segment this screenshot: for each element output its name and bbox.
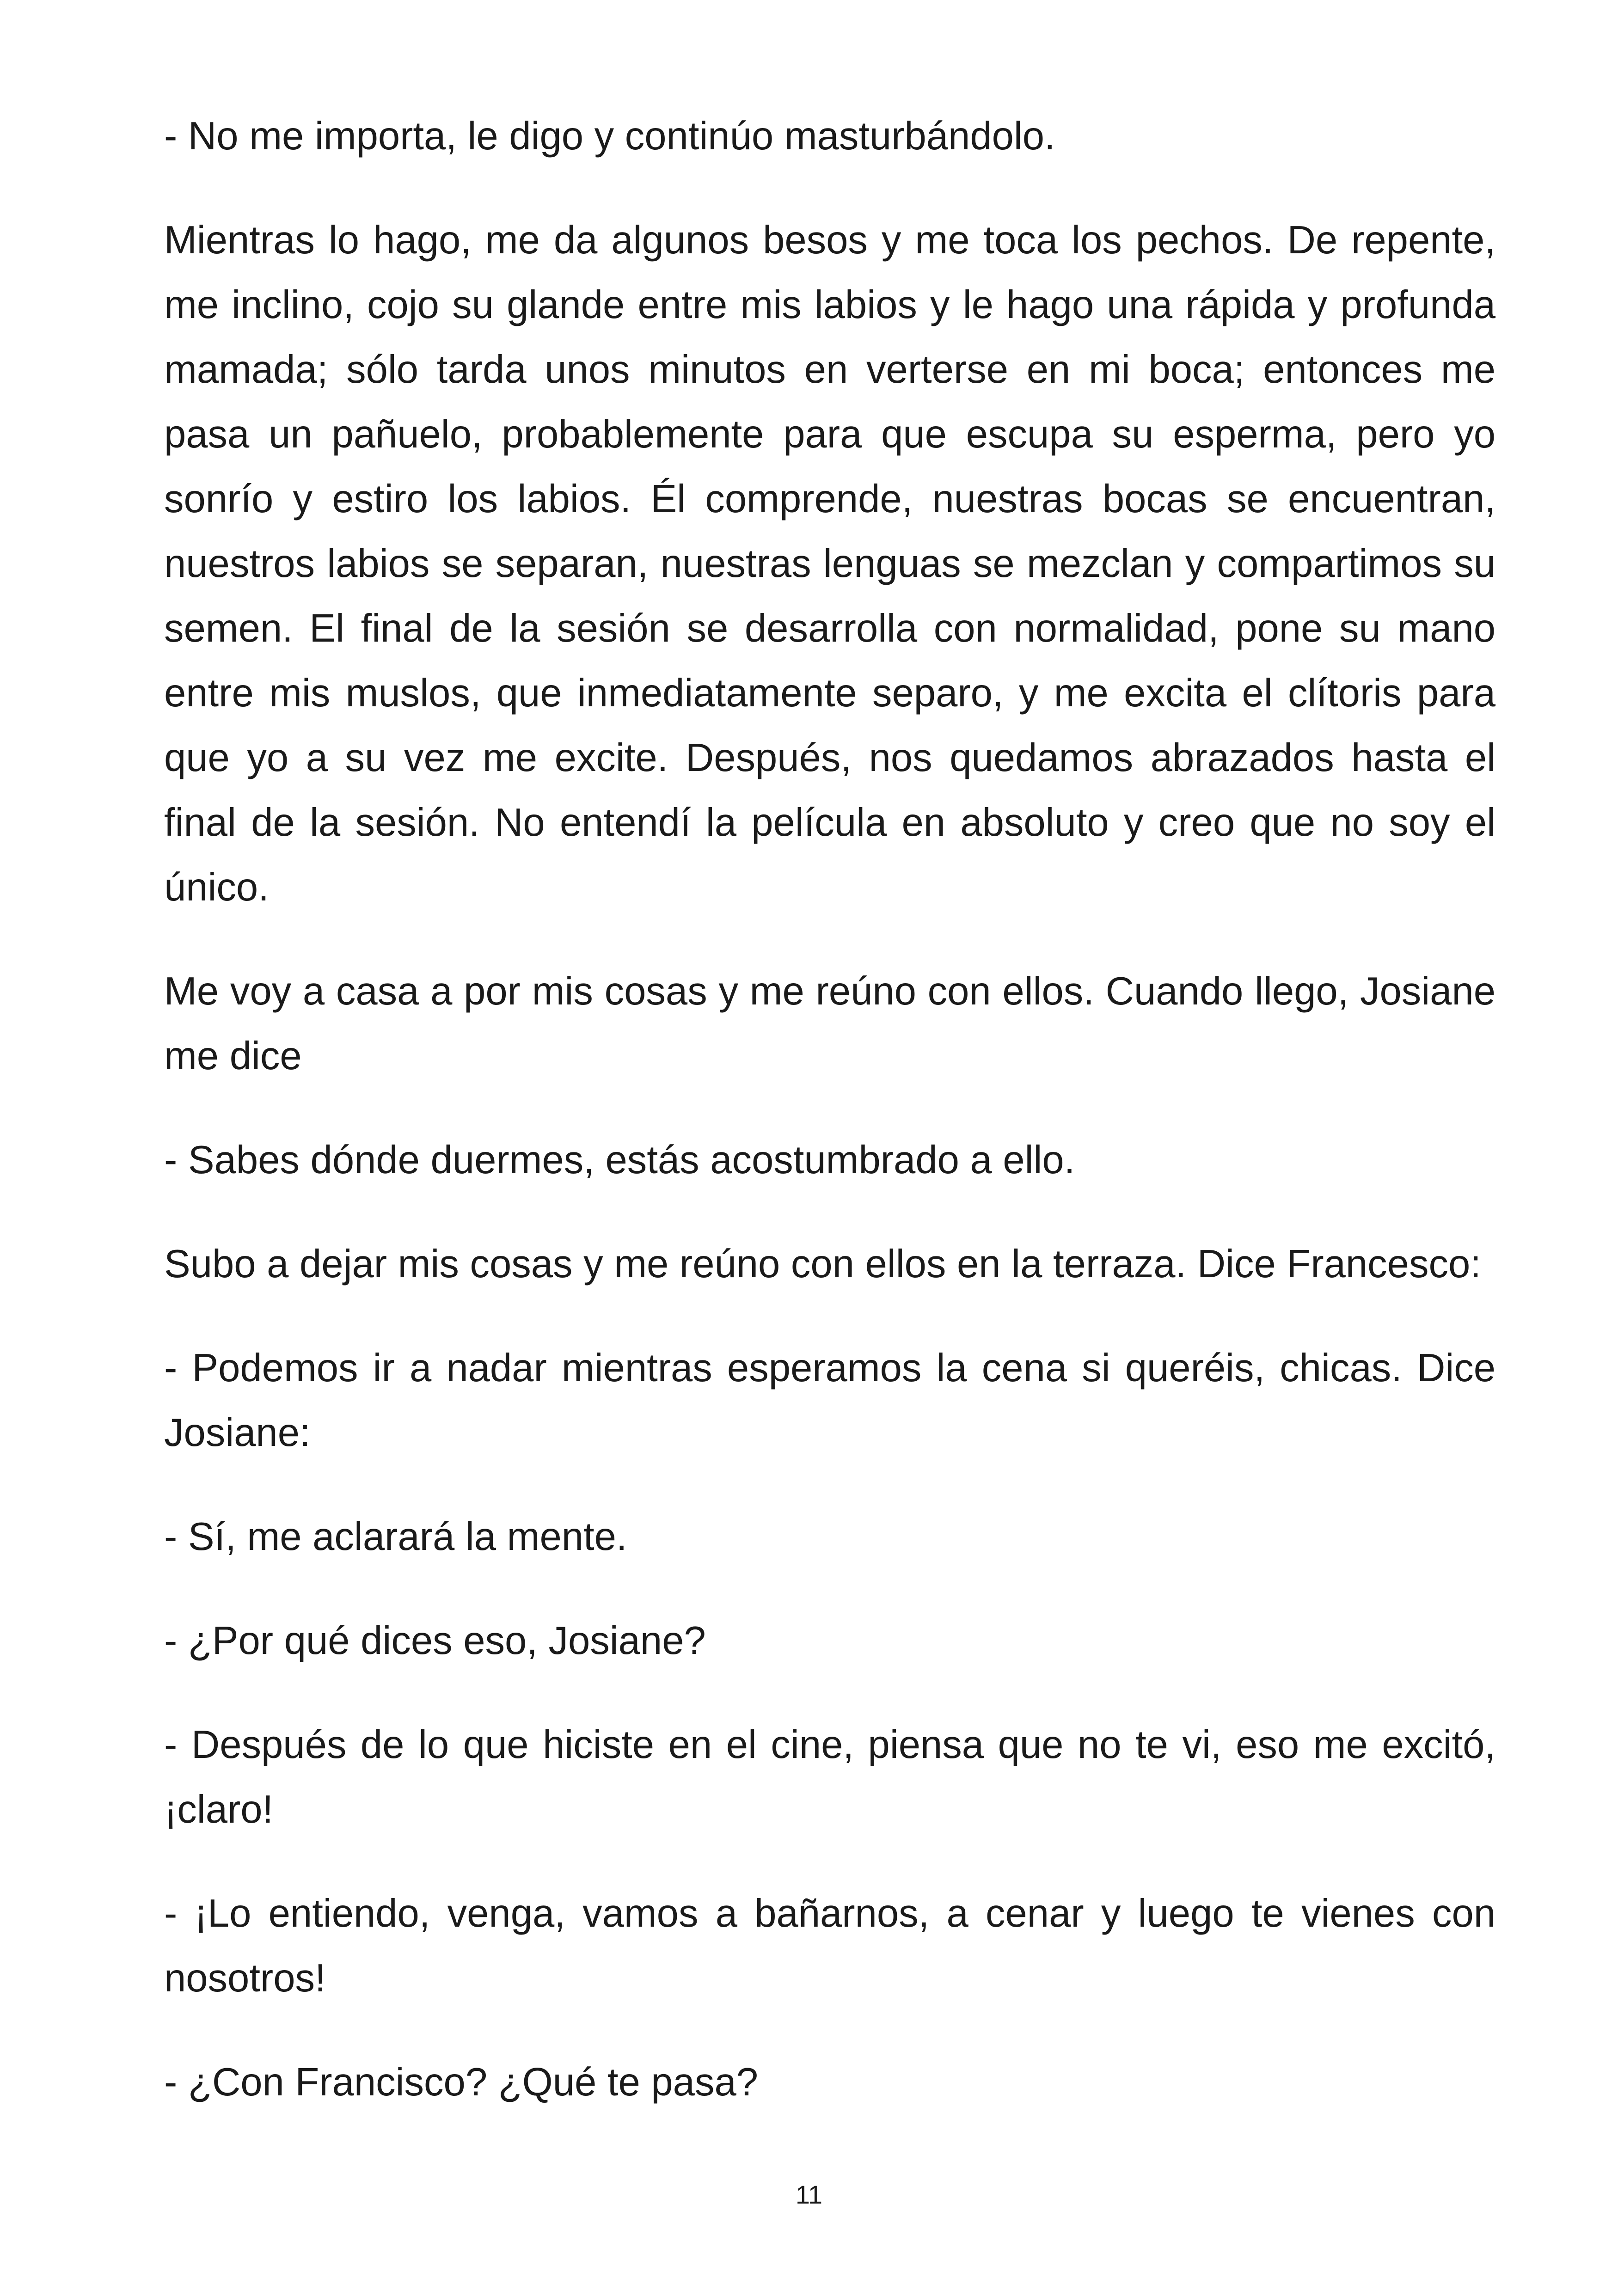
paragraph-11: - ¿Con Francisco? ¿Qué te pasa? [164, 2060, 759, 2104]
paragraph-7: - Sí, me aclarará la mente. [164, 1515, 627, 1559]
paragraph-10: - ¡Lo entiendo, venga, vamos a bañarnos, a cenar y luego te vienes con nosotros! [164, 1892, 1495, 2000]
paragraph-3: Me voy a casa a por mis cosas y me reúno con ellos. Cuando llego, Josiane me dice [164, 969, 1495, 1078]
paragraph-8: - ¿Por qué dices eso, Josiane? [164, 1619, 706, 1663]
paragraph-2: Mientras lo hago, me da algunos besos y me toca los pechos. De repente, me inclino, cojo su glande entre mis labios y le hago una rápida y profunda mamada; sólo tarda unos minutos en verterse en mi boca; entonces me pasa un pañuelo, probablemente para que escupa su esperma, pero yo sonrío y estiro los labios. Él comprende, nuestras bocas se encuentran, nuestros labios se separan, nuestras lenguas se mezclan y compartimos su semen. El final de la sesión se desarrolla con normalidad, pone su mano entre mis muslos, que inmediatamente separo, y me excita el clítoris para que yo a su vez me excite. Después, nos quedamos abrazados hasta el final de la sesión. No entendí la película en absoluto y creo que no soy el único. [164, 218, 1495, 909]
paragraph-5: Subo a dejar mis cosas y me reúno con ellos en la terraza. Dice Francesco: [164, 1242, 1481, 1286]
paragraph-1: - No me importa, le digo y continúo masturbándolo. [164, 114, 1055, 158]
paragraph-9: - Después de lo que hiciste en el cine, piensa que no te vi, eso me excitó, ¡claro! [164, 1723, 1495, 1831]
page-number: 11 [795, 2180, 823, 2209]
body-text [164, 104, 1495, 2154]
paragraph-4: - Sabes dónde duermes, estás acostumbrado a ello. [164, 1138, 1075, 1182]
paragraph-6: - Podemos ir a nadar mientras esperamos la cena si queréis, chicas. Dice Josiane: [164, 1346, 1495, 1455]
